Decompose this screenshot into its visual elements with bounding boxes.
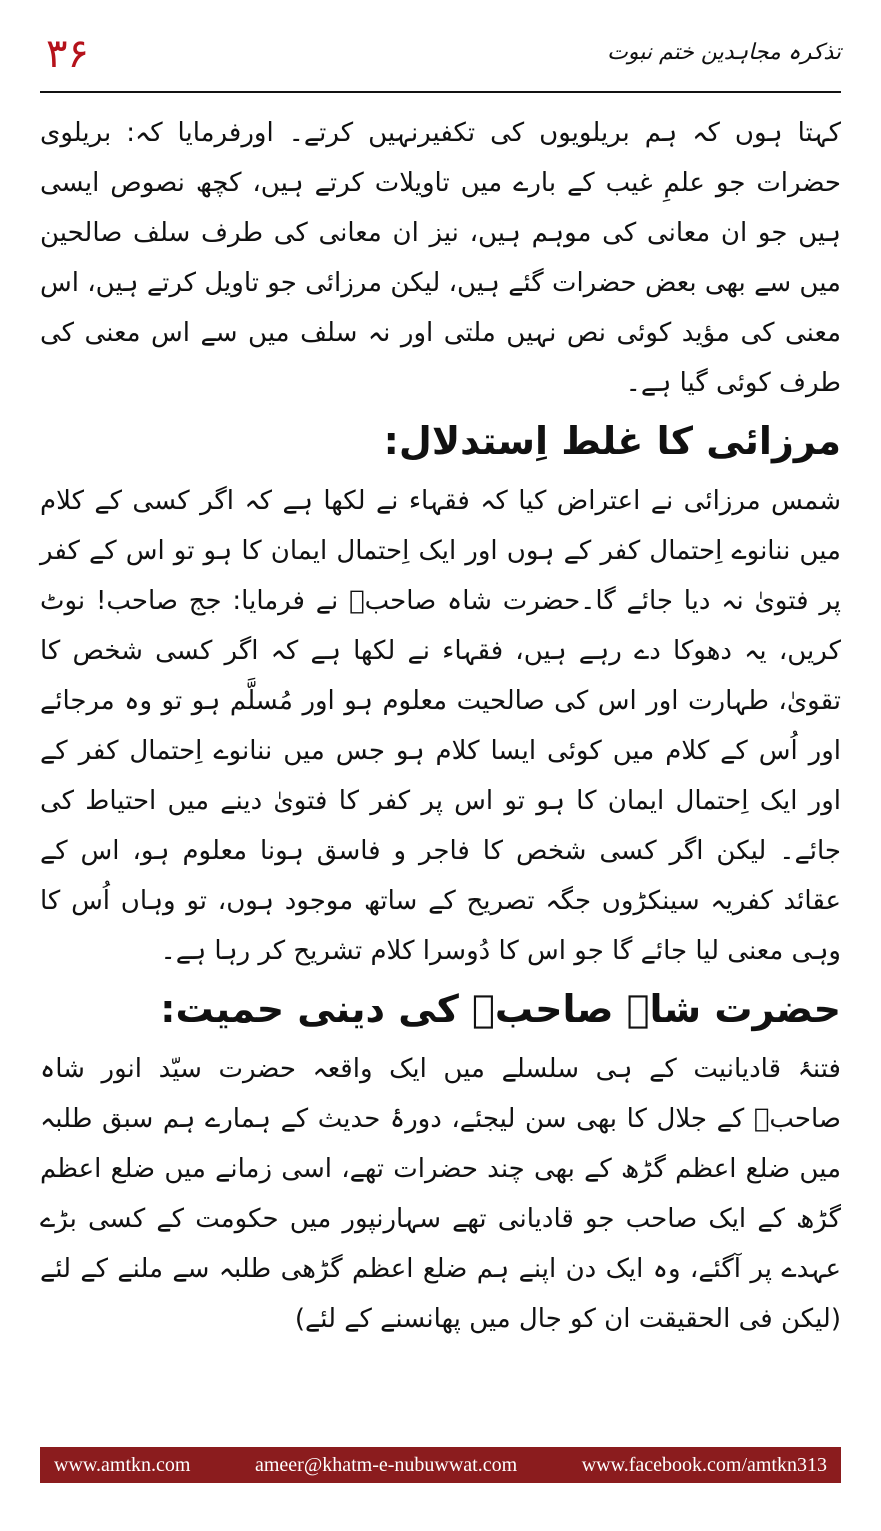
header-divider bbox=[40, 91, 841, 93]
footer-website-link[interactable]: www.amtkn.com bbox=[54, 1453, 191, 1476]
page-number: ۳۶ bbox=[46, 31, 89, 77]
page-body bbox=[40, 108, 841, 1344]
section-heading-mirzai-argument: مرزائی کا غلط اِستدلال: bbox=[383, 419, 841, 463]
book-title: تذکرہ مجاہدین ختم نبوت bbox=[607, 40, 841, 65]
footer-email-link[interactable]: ameer@khatm-e-nubuwwat.com bbox=[254, 1453, 518, 1476]
paragraph-3: فتنۂ قادیانیت کے ہی سلسلے میں ایک واقعہ حضرت سیّد انور شاہ صاحبؒ کے جلال کا بھی سن لیجئے، دورۂ حدیث کے ہمارے ہم سبق طلبہ میں ضلع اعظم گڑھ کے بھی چند حضرات تھے، اسی زمانے میں ضلع اعظم گڑھ کے ایک صاحب جو قادیانی تھے سہارنپور میں حکومت کے کسی بڑے عہدے پر آگئے، وہ ایک دن اپنے ہم ضلع اعظم گڑھی طلبہ سے ملنے کے لئے (لیکن فی الحقیقت ان کو جال میں پھانسنے کے لئے) bbox=[40, 1054, 841, 1334]
paragraph-2: شمس مرزائی نے اعتراض کیا کہ فقہاء نے لکھا ہے کہ اگر کسی کے کلام میں ننانوے اِحتمال کفر کے ہوں اور ایک اِحتمال ایمان کا ہو تو اس کے کفر پر فتویٰ نہ دیا جائے گا۔حضرت شاہ صاحبؒ نے فرمایا: جج صاحب! نوٹ کریں، یہ دھوکا دے رہے ہیں، فقہاء نے لکھا ہے کہ اگر کسی شخص کا تقویٰ، طہارت اور اس کی صالحیت معلوم ہو اور مُسلَّم ہو تو وہ مرجائے اور اُس کے کلام میں کوئی ایسا کلام ہو جس میں ننانوے اِحتمال کفر کے اور ایک اِحتمال ایمان کا ہو تو اس پر کفر کا فتویٰ دینے میں احتیاط کی جائے۔ لیکن اگر کسی شخص کا فاجر و فاسق ہونا معلوم ہو، اس کے عقائد کفریہ سینکڑوں جگہ تصریح کے ساتھ موجود ہوں، تو وہاں اُس کا وہی معنی لیا جائے گا جو اس کا دُوسرا کلام تشریح کر رہا ہے۔ bbox=[40, 486, 841, 966]
section-heading-shah-sahib: حضرت شاہ صاحبؒ کی دینی حمیت: bbox=[160, 987, 841, 1031]
footer-facebook-link[interactable]: www.facebook.com/amtkn313 bbox=[581, 1453, 827, 1476]
footer-bar bbox=[40, 1447, 841, 1483]
paragraph-1: کہتا ہوں کہ ہم بریلویوں کی تکفیرنہیں کرتے۔ اورفرمایا کہ: بریلوی حضرات جو علمِ غیب کے بارے میں تاویلات کرتے ہیں، کچھ نصوص ایسی ہیں جو ان معانی کی موہم ہیں، نیز ان معانی کی طرف سلف صالحین میں سے بھی بعض حضرات گئے ہیں، لیکن مرزائی جو تاویل کرتے ہیں، اس معنی کی مؤید کوئی نص نہیں ملتی اور نہ سلف میں سے اس معنی کی طرف کوئی گیا ہے۔ bbox=[40, 118, 841, 398]
